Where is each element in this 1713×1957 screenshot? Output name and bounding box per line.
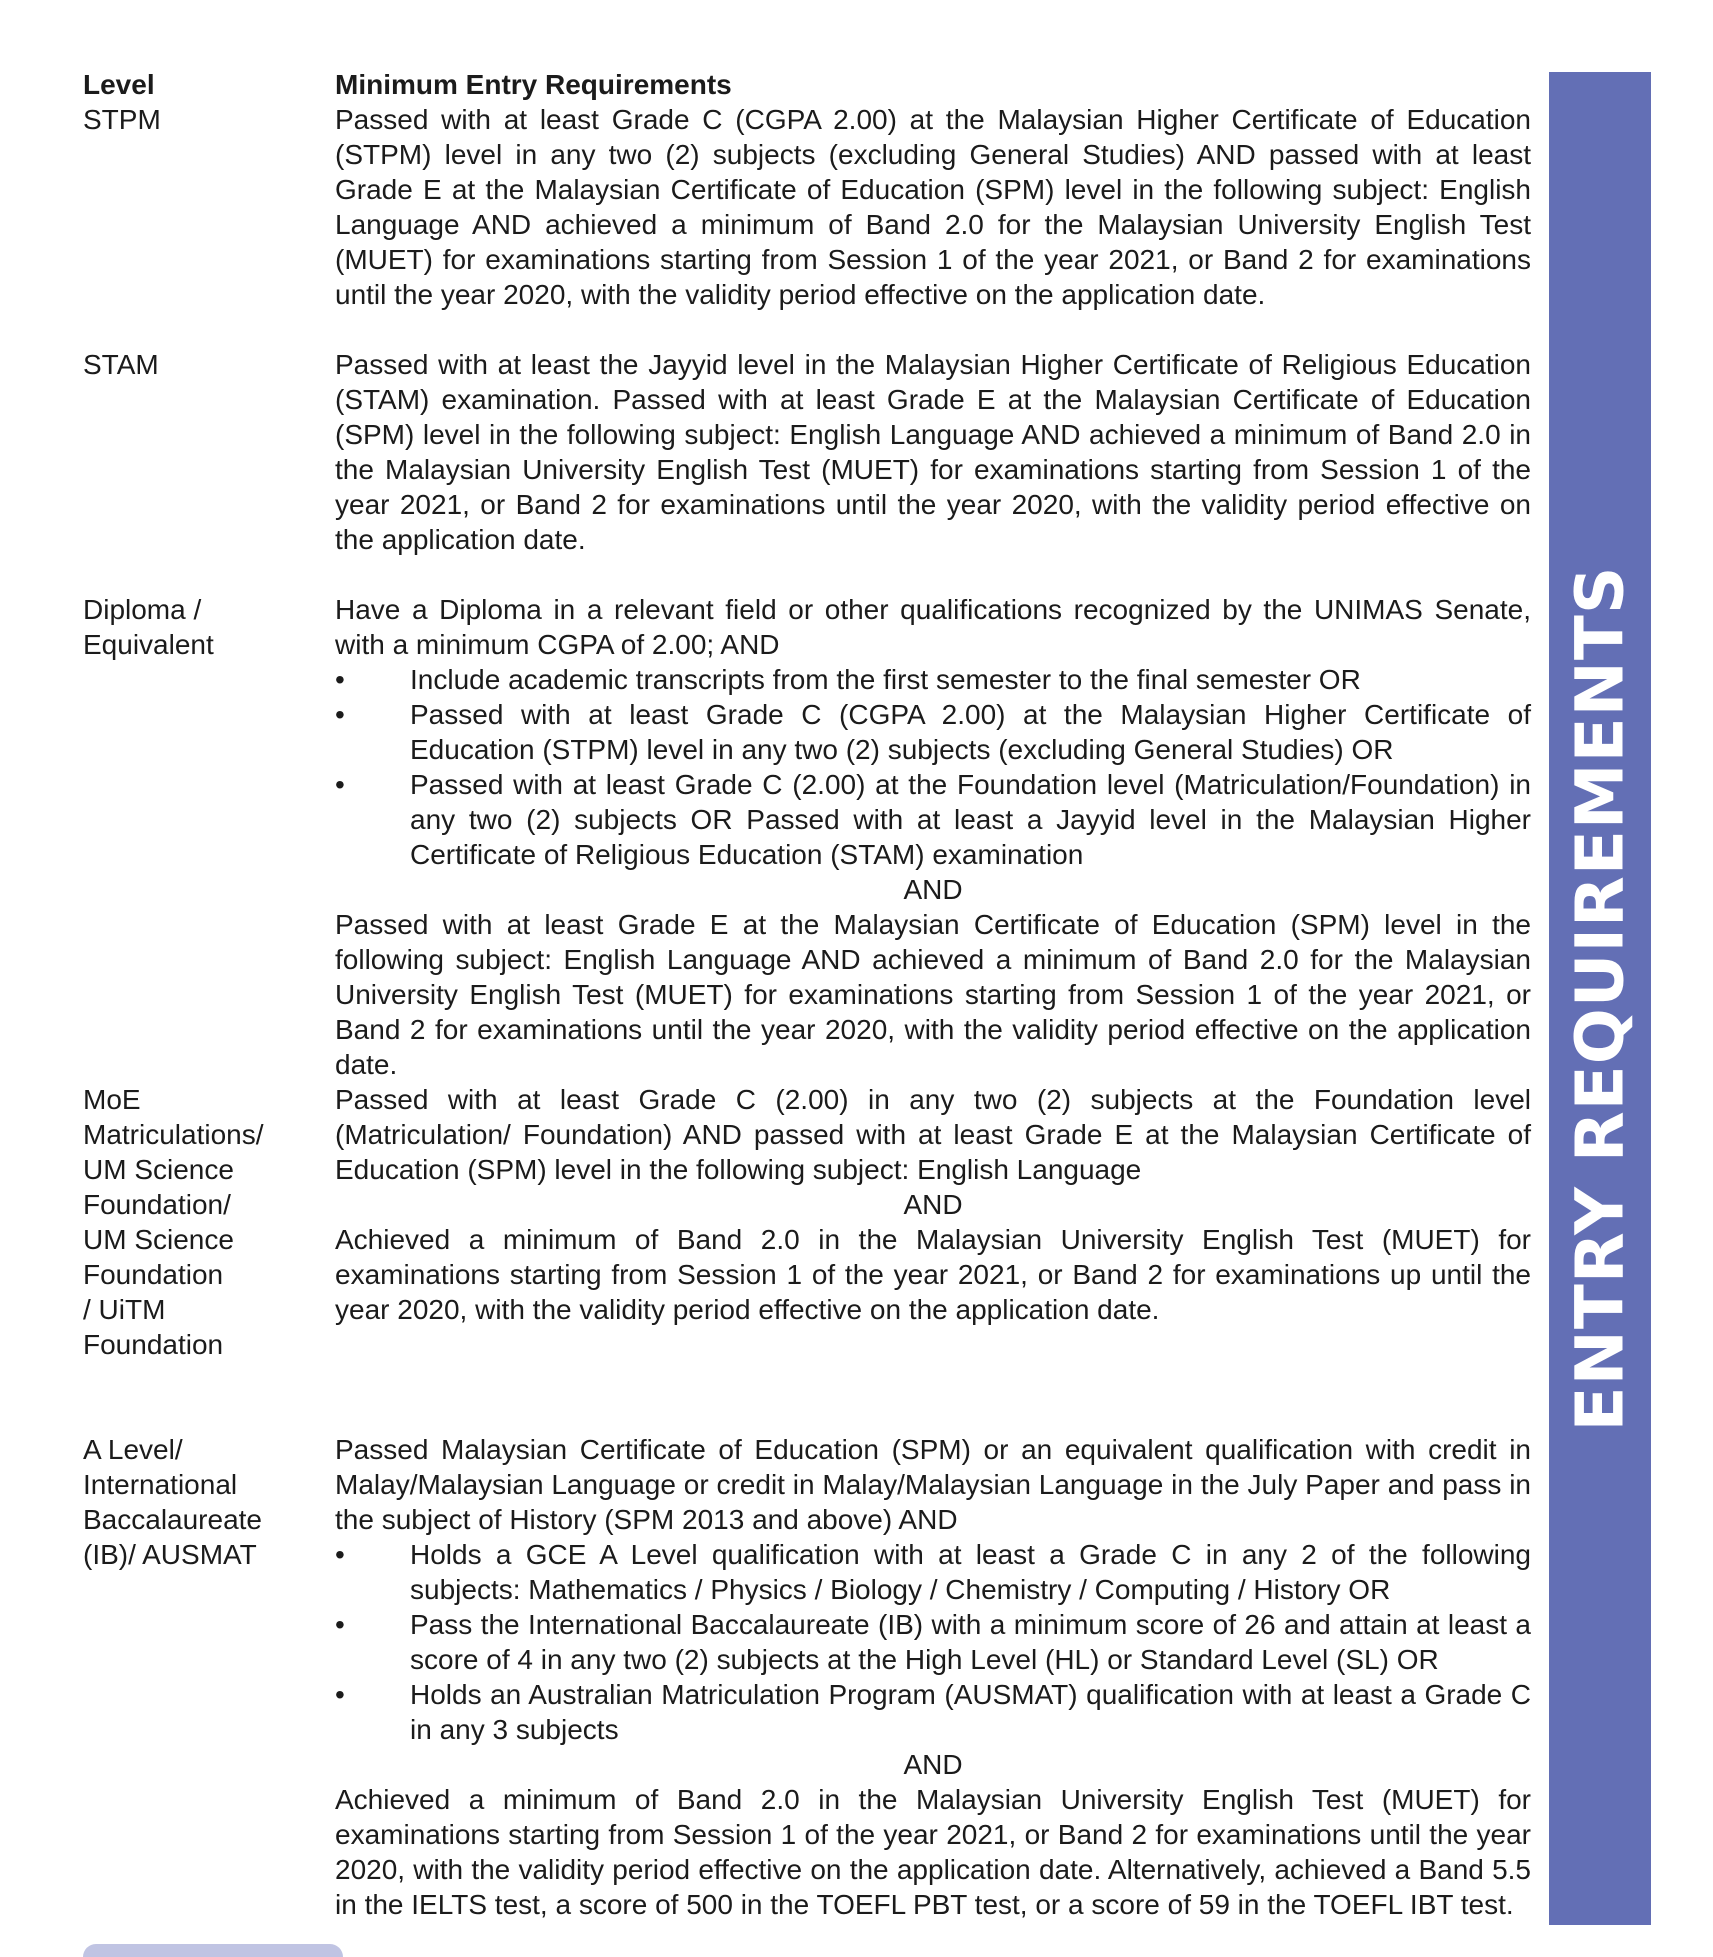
requirement-stpm <box>335 102 1531 312</box>
bullet-dot: • <box>335 769 345 800</box>
level-line: UM Science <box>83 1154 234 1185</box>
requirement-a-level-ib-ausmat <box>335 1432 1531 1922</box>
requirement-paragraph: Passed with at least the Jayyid level in the Malaysian Higher Certificate of Religious Education (STAM) examination. Passed with at least Grade E at the Malaysian Certificate of Education (SPM) level in the following subject: English Language AND achieved a minimum of Band 2.0 in the Malaysian University English Test (MUET) for examinations starting from Session 1 of the year 2021, or Band 2 for examinations until the year 2020, with the validity period effective on the application date. <box>335 349 1531 555</box>
level-line: (IB)/ AUSMAT <box>83 1539 257 1570</box>
requirement-intro: Passed with at least Grade C (2.00) in any two (2) subjects at the Foundation level (Matriculation/ Foundation) AND passed with at least Grade E at the Malaysian Certificate of Education (SPM) level in the following subject: English Language <box>335 1084 1531 1185</box>
bullet-text: Pass the International Baccalaureate (IB) with a minimum score of 26 and attain at least a score of 4 in any two (2) subjects at the High Level (HL) or Standard Level (SL) OR <box>410 1609 1531 1675</box>
level-stpm: STPM <box>83 104 161 135</box>
level-line: Equivalent <box>83 629 214 660</box>
and-connector: AND <box>903 874 963 905</box>
bullet-dot: • <box>335 1609 345 1640</box>
bullet-item <box>335 662 1531 697</box>
level-moe-matriculation <box>83 1082 313 1362</box>
level-line: Foundation/ <box>83 1189 231 1220</box>
level-line: Foundation <box>83 1259 224 1290</box>
bullet-text: Include academic transcripts from the first semester to the final semester OR <box>410 664 1361 695</box>
and-connector: AND <box>903 1749 963 1780</box>
requirement-bullet-list <box>335 1537 1531 1747</box>
bullet-text: Passed with at least Grade C (2.00) at the Foundation level (Matriculation/Foundation) in any two (2) subjects OR Passed with at least a Jayyid level in the Malaysian Higher Certificate of Religious Education (STAM) examination <box>410 769 1531 870</box>
requirements-column-header: Minimum Entry Requirements <box>335 69 732 100</box>
bullet-item <box>335 1537 1531 1607</box>
level-line: International <box>83 1469 238 1500</box>
requirement-intro: Have a Diploma in a relevant field or other qualifications recognized by the UNIMAS Senate, with a minimum CGPA of 2.00; AND <box>335 594 1531 660</box>
level-stam: STAM <box>83 349 159 380</box>
level-line: A Level/ <box>83 1434 183 1465</box>
bullet-text: Holds a GCE A Level qualification with at least a Grade C in any 2 of the following subjects: Mathematics / Physics / Biology / Chemistry / Computing / History OR <box>410 1539 1531 1605</box>
requirement-stam <box>335 347 1531 557</box>
bullet-item <box>335 767 1531 872</box>
bullet-item <box>335 1607 1531 1677</box>
requirement-diploma <box>335 592 1531 1082</box>
side-title-container <box>1549 72 1651 1925</box>
requirement-outro: Passed with at least Grade E at the Malaysian Certificate of Education (SPM) level in the following subject: English Language AND achieved a minimum of Band 2.0 for the Malaysian University English Test (MUET) for examinations starting from Session 1 of the year 2021, or Band 2 for examinations until the year 2020, with the validity period effective on the application date. <box>335 909 1531 1080</box>
level-line: MoE <box>83 1084 141 1115</box>
level-line: Foundation <box>83 1329 224 1360</box>
requirement-outro: Achieved a minimum of Band 2.0 in the Malaysian University English Test (MUET) for examinations starting from Session 1 of the year 2021, or Band 2 for examinations up until the year 2020, with the validity period effective on the application date. <box>335 1224 1531 1325</box>
requirement-intro: Passed Malaysian Certificate of Education (SPM) or an equivalent qualification with credit in Malay/Malaysian Language or credit in Malay/Malaysian Language in the July Paper and pass in the subject of History (SPM 2013 and above) AND <box>335 1434 1531 1535</box>
level-diploma <box>83 592 313 662</box>
requirement-outro: Achieved a minimum of Band 2.0 in the Malaysian University English Test (MUET) for examinations starting from Session 1 of the year 2021, or Band 2 for examinations until the year 2020, with the validity period effective on the application date. Alternatively, achieved a Band 5.5 in the IELTS test, a score of 500 in the TOEFL PBT test, or a score of 59 in the TOEFL IBT test. <box>335 1784 1531 1920</box>
bullet-item <box>335 1677 1531 1747</box>
level-line: UM Science <box>83 1224 234 1255</box>
bullet-item <box>335 697 1531 767</box>
requirement-bullet-list <box>335 662 1531 872</box>
bullet-dot: • <box>335 1539 345 1570</box>
bullet-text: Passed with at least Grade C (CGPA 2.00) at the Malaysian Higher Certificate of Education (STPM) level in any two (2) subjects (excluding General Studies) OR <box>410 699 1531 765</box>
level-line: Matriculations/ <box>83 1119 264 1150</box>
bullet-dot: • <box>335 699 345 730</box>
requirement-moe-matriculation <box>335 1082 1531 1327</box>
and-connector: AND <box>903 1189 963 1220</box>
bullet-text: Holds an Australian Matriculation Program (AUSMAT) qualification with at least a Grade C in any 3 subjects <box>410 1679 1531 1745</box>
level-column-header: Level <box>83 69 155 100</box>
requirement-paragraph: Passed with at least Grade C (CGPA 2.00) at the Malaysian Higher Certificate of Education (STPM) level in any two (2) subjects (excluding General Studies) AND passed with at least Grade E at the Malaysian Certificate of Education (SPM) level in the following subject: English Language AND achieved a minimum of Band 2.0 for the Malaysian University English Test (MUET) for examinations starting from Session 1 of the year 2021, or Band 2 for examinations until the year 2020, with the validity period effective on the application date. <box>335 104 1531 310</box>
bullet-dot: • <box>335 1679 345 1710</box>
cropped-footer-mark <box>83 1944 343 1957</box>
bullet-dot: • <box>335 664 345 695</box>
level-line: Baccalaureate <box>83 1504 263 1535</box>
side-title: ENTRY REQUIREMENTS <box>1561 565 1639 1432</box>
level-line: Diploma / <box>83 594 202 625</box>
level-a-level-ib-ausmat <box>83 1432 313 1572</box>
level-line: / UiTM <box>83 1294 166 1325</box>
